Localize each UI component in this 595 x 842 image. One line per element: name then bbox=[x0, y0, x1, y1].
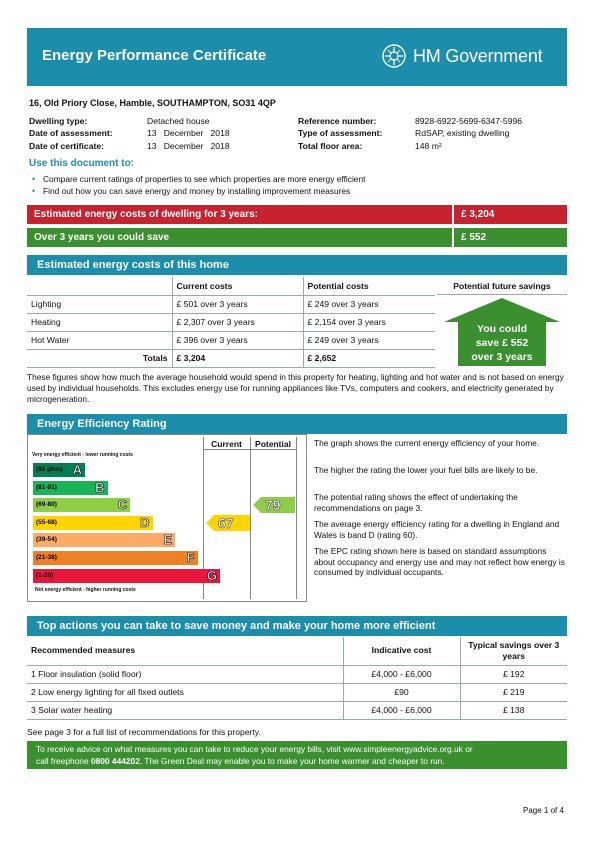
savings-value: £ 552 bbox=[452, 228, 567, 247]
assessment-type-label: Type of assessment: bbox=[298, 128, 383, 138]
table-row bbox=[27, 331, 435, 349]
measure-cost: £90 bbox=[343, 683, 460, 701]
totals-potential: £ 2,652 bbox=[303, 349, 435, 367]
current-header: Current bbox=[211, 439, 242, 449]
assessment-date-label: Date of assessment: bbox=[29, 128, 113, 138]
band-range: (1-20) bbox=[36, 571, 54, 579]
efficiency-paragraph: The potential rating shows the effect of undertaking the recommendations on page 3. bbox=[314, 492, 518, 513]
table-header bbox=[27, 277, 172, 295]
measure-name: 3 Solar water heating bbox=[27, 701, 343, 719]
rating-band-f bbox=[33, 551, 198, 565]
cost-potential: £ 249 over 3 years bbox=[303, 295, 435, 313]
band-range: (21-38) bbox=[36, 554, 57, 561]
table-row bbox=[27, 295, 435, 313]
table-header-row bbox=[27, 277, 435, 295]
efficiency-paragraph: The graph shows the current energy efficiency of your home. bbox=[314, 438, 540, 448]
page-title: Energy Performance Certificate bbox=[42, 47, 267, 64]
chart-divider bbox=[296, 437, 297, 599]
page-number: Page 1 of 4 bbox=[523, 806, 564, 815]
figures-description: These figures show how much the average household would spend in this property for heating, lighting and hot water and is not based on energy used by individual households. This excludes energy use for running appliances like TVs, computers and cookers, and electricity generated by microgeneration. bbox=[27, 372, 564, 404]
savings-header: Typical savings over 3 years bbox=[460, 637, 567, 665]
efficiency-paragraph: The EPC rating shown here is based on standard assumptions about occupancy and energy use and may not reflect how energy is consumed by individual occupants. bbox=[314, 546, 565, 578]
savings-bar bbox=[27, 228, 567, 247]
band-range: (55-68) bbox=[36, 518, 57, 526]
estimated-cost-bar bbox=[27, 205, 567, 224]
band-letter: B bbox=[95, 479, 105, 495]
table-header-potential: Potential costs bbox=[303, 277, 435, 295]
cost-current: £ 396 over 3 years bbox=[172, 331, 303, 349]
rating-band-g bbox=[33, 569, 220, 583]
advice-box bbox=[27, 741, 567, 769]
savings-house-text: You could save £ 552 over 3 years bbox=[471, 323, 533, 363]
measure-savings: £ 138 bbox=[460, 701, 567, 719]
hm-government-logo bbox=[381, 43, 542, 69]
freephone-number[interactable]: 0800 444202 bbox=[90, 756, 140, 766]
cost-name: Heating bbox=[27, 313, 172, 331]
reference-label: Reference number: bbox=[298, 116, 377, 126]
estimated-cost-value: £ 3,204 bbox=[452, 205, 567, 224]
efficiency-section-title: Energy Efficiency Rating bbox=[27, 414, 567, 434]
table-row bbox=[27, 313, 435, 331]
rating-band-d bbox=[33, 516, 153, 530]
totals-row bbox=[27, 349, 435, 367]
crest-icon bbox=[381, 43, 407, 69]
band-letter: D bbox=[140, 514, 150, 530]
efficiency-paragraph: The average energy efficiency rating for a dwelling in England and Wales is band D (rating 60). bbox=[314, 519, 560, 540]
inefficient-label: Not energy efficient - higher running costs bbox=[35, 587, 136, 593]
cost-header: Indicative cost bbox=[343, 637, 460, 665]
dwelling-type-value: Detached house bbox=[147, 116, 210, 126]
assessment-type-value: RdSAP, existing dwelling bbox=[415, 128, 510, 138]
cost-name: Hot Water bbox=[27, 331, 172, 349]
potential-rating-arrow bbox=[253, 497, 295, 513]
floor-area-value: 148 m² bbox=[415, 141, 442, 151]
use-bullet: • Compare current ratings of properties to see which properties are more energy efficient bbox=[32, 174, 366, 184]
band-range: (69-80) bbox=[36, 501, 57, 509]
cost-name: Lighting bbox=[27, 295, 172, 313]
bullet-icon: • bbox=[32, 174, 36, 184]
estimated-cost-label: Estimated energy costs of dwelling for 3 years: bbox=[34, 209, 258, 220]
rating-band-c bbox=[33, 498, 130, 512]
potential-header: Potential bbox=[255, 439, 291, 449]
table-row bbox=[27, 701, 567, 719]
totals-label: Totals bbox=[27, 349, 172, 367]
measure-savings: £ 219 bbox=[460, 683, 567, 701]
band-letter: F bbox=[186, 550, 195, 565]
efficient-label: Very energy efficient - lower running costs bbox=[32, 452, 133, 458]
band-letter: C bbox=[117, 497, 127, 513]
potential-savings-header: Potential future savings bbox=[437, 277, 567, 295]
current-rating-arrow bbox=[206, 515, 250, 531]
floor-area-label: Total floor area: bbox=[298, 141, 363, 151]
efficiency-paragraph: The higher the rating the lower your fuel bills are likely to be. bbox=[314, 465, 538, 475]
bullet-icon: • bbox=[32, 186, 36, 196]
measure-name: 2 Low energy lighting for all fixed outlets bbox=[27, 683, 343, 701]
band-range: (92 plus) bbox=[36, 466, 63, 473]
chart-divider bbox=[250, 437, 251, 599]
cost-current: £ 2,307 over 3 years bbox=[172, 313, 303, 331]
property-address: 16, Old Priory Close, Hamble, SOUTHAMPTON, SO31 4QP bbox=[29, 98, 276, 108]
measure-savings: £ 192 bbox=[460, 665, 567, 683]
potential-rating-value: 79 bbox=[265, 497, 281, 514]
chart-header-line bbox=[203, 449, 296, 450]
advice-line: call freephone 0800 444202. The Green Deal may enable you to make your home warmer and cheaper to run. bbox=[36, 756, 445, 766]
rating-band-a bbox=[33, 463, 85, 477]
estimated-costs-section-title: Estimated energy costs of this home bbox=[27, 255, 567, 275]
cost-current: £ 501 over 3 years bbox=[172, 295, 303, 313]
see-page-note: See page 3 for a full list of recommendations for this property. bbox=[27, 727, 261, 737]
band-letter: E bbox=[163, 532, 172, 548]
actions-section-title: Top actions you can take to save money and make your home more efficient bbox=[27, 616, 567, 636]
cost-potential: £ 249 over 3 years bbox=[303, 331, 435, 349]
advice-line: To receive advice on what measures you can take to reduce your energy bills, visit www.simpleenergyadvice.org.uk or bbox=[36, 744, 473, 754]
certificate-date-value: 13 December 2018 bbox=[147, 141, 230, 151]
measure-name: 1 Floor insulation (solid floor) bbox=[27, 665, 343, 683]
rating-band-b bbox=[33, 481, 108, 495]
band-range: (39-54) bbox=[36, 536, 57, 544]
band-letter: G bbox=[206, 567, 217, 583]
measure-cost: £4,000 - £6,000 bbox=[343, 701, 460, 719]
measures-header: Recommended measures bbox=[27, 637, 343, 665]
table-row bbox=[27, 665, 567, 683]
table-header-current: Current costs bbox=[172, 277, 303, 295]
table-row bbox=[27, 683, 567, 701]
band-range: (81-91) bbox=[36, 483, 57, 491]
table-header-row bbox=[27, 637, 567, 665]
reference-value: 8928-6922-5699-6347-5996 bbox=[415, 116, 523, 126]
dwelling-type-label: Dwelling type: bbox=[29, 116, 88, 126]
certificate-date-label: Date of certificate: bbox=[29, 141, 104, 151]
assessment-date-value: 13 December 2018 bbox=[147, 128, 230, 138]
band-letter: A bbox=[72, 462, 82, 477]
rating-band-e bbox=[33, 533, 175, 547]
measure-cost: £4,000 - £6,000 bbox=[343, 665, 460, 683]
cost-potential: £ 2,154 over 3 years bbox=[303, 313, 435, 331]
use-document-title: Use this document to: bbox=[29, 158, 135, 169]
current-rating-value: 67 bbox=[218, 514, 234, 531]
actions-table bbox=[27, 637, 567, 720]
savings-label: Over 3 years you could save bbox=[34, 232, 170, 243]
use-bullet: • Find out how you can save energy and money by installing improvement measures bbox=[32, 186, 351, 196]
header-banner bbox=[27, 28, 567, 86]
government-name: HM Government bbox=[413, 45, 543, 66]
totals-current: £ 3,204 bbox=[172, 349, 303, 367]
costs-table bbox=[27, 277, 435, 368]
